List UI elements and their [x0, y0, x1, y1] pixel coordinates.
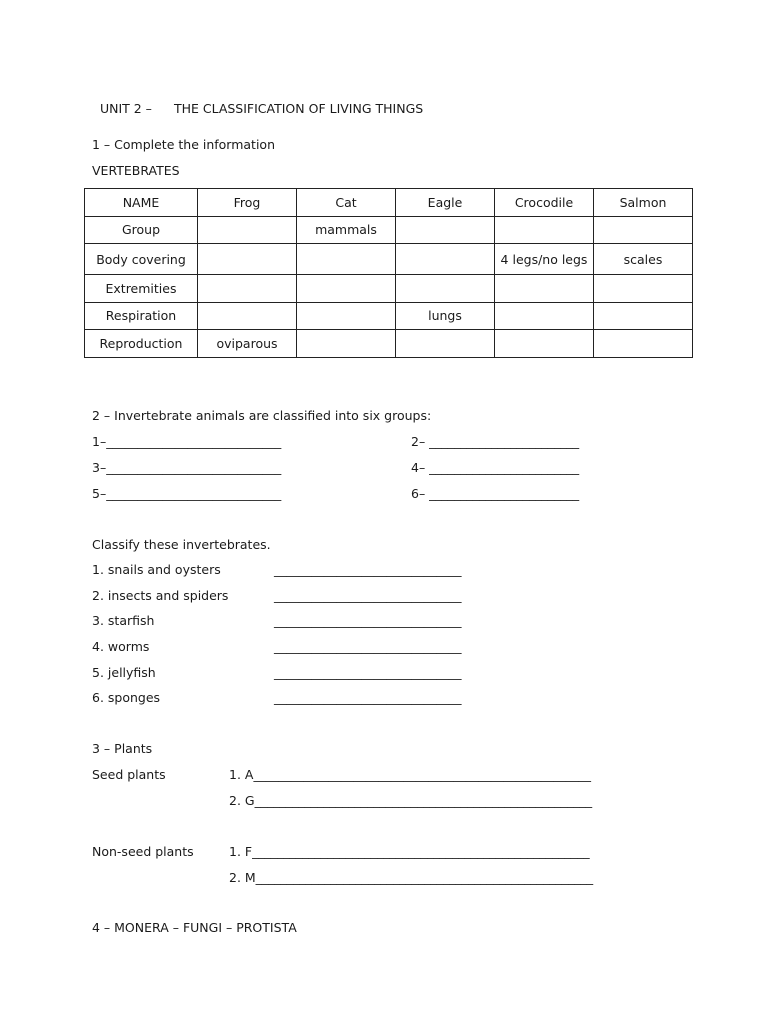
table-cell[interactable]	[198, 302, 297, 330]
table-cell[interactable]	[396, 244, 495, 275]
row-label: Extremities	[85, 275, 198, 303]
unit-number: UNIT 2 –	[99, 101, 152, 116]
table-cell[interactable]	[594, 216, 693, 244]
table-header-row	[85, 189, 693, 217]
section4-heading: 4 – MONERA – FUNGI – PROTISTA	[92, 920, 297, 935]
classify-heading: Classify these invertebrates.	[92, 537, 271, 552]
classify-item-label: 4. worms	[92, 639, 150, 654]
table-row	[85, 330, 693, 358]
table-cell[interactable]	[198, 216, 297, 244]
table-header-cell: NAME	[85, 189, 198, 217]
classify-item-label: 6. sponges	[92, 690, 161, 705]
table-row	[85, 244, 693, 275]
classify-item-blank[interactable]: ______________________________	[274, 562, 462, 577]
classify-item-label: 2. insects and spiders	[92, 588, 229, 603]
nonseed-plants-label: Non-seed plants	[92, 844, 194, 859]
table-row	[85, 275, 693, 303]
section2-heading: 2 – Invertebrate animals are classified into six groups:	[92, 408, 432, 423]
group-blank-1[interactable]: 1–____________________________	[92, 434, 282, 449]
seed-plant-blank-2[interactable]: 2. G______________________________________________________	[229, 793, 593, 808]
classify-item-blank[interactable]: ______________________________	[274, 665, 462, 680]
nonseed-plant-blank-2[interactable]: 2. M______________________________________________________	[229, 870, 594, 885]
section3-heading: 3 – Plants	[92, 741, 153, 756]
table-header-cell: Eagle	[396, 189, 495, 217]
seed-plants-label: Seed plants	[92, 767, 166, 782]
classify-item-blank[interactable]: ______________________________	[274, 639, 462, 654]
table-cell[interactable]	[594, 302, 693, 330]
table-cell[interactable]	[396, 275, 495, 303]
table-cell[interactable]	[297, 330, 396, 358]
table-row	[85, 302, 693, 330]
row-label: Respiration	[85, 302, 198, 330]
table-cell[interactable]: oviparous	[198, 330, 297, 358]
table-cell[interactable]: mammals	[297, 216, 396, 244]
classify-item-blank[interactable]: ______________________________	[274, 588, 462, 603]
vertebrates-heading: VERTEBRATES	[92, 163, 180, 178]
table-cell[interactable]	[396, 330, 495, 358]
table-header-cell: Crocodile	[495, 189, 594, 217]
classify-item-label: 1. snails and oysters	[92, 562, 221, 577]
classify-item-label: 3. starfish	[92, 613, 155, 628]
group-blank-3[interactable]: 3–____________________________	[92, 460, 282, 475]
table-cell[interactable]	[594, 275, 693, 303]
table-header-cell: Frog	[198, 189, 297, 217]
classify-item-label: 5. jellyfish	[92, 665, 156, 680]
group-blank-2[interactable]: 2– ________________________	[411, 434, 580, 449]
table-cell[interactable]	[297, 275, 396, 303]
table-row	[85, 216, 693, 244]
table-cell[interactable]	[297, 244, 396, 275]
table-header-cell: Cat	[297, 189, 396, 217]
table-header-cell: Salmon	[594, 189, 693, 217]
group-blank-6[interactable]: 6– ________________________	[411, 486, 580, 501]
unit-title	[92, 86, 423, 116]
section1-heading: 1 – Complete the information	[92, 137, 275, 152]
vertebrates-table	[84, 188, 693, 358]
row-label: Reproduction	[85, 330, 198, 358]
table-cell[interactable]	[198, 244, 297, 275]
table-cell[interactable]	[495, 330, 594, 358]
group-blank-4[interactable]: 4– ________________________	[411, 460, 580, 475]
table-cell[interactable]	[594, 330, 693, 358]
group-blank-5[interactable]: 5–____________________________	[92, 486, 282, 501]
table-cell[interactable]	[495, 216, 594, 244]
table-cell[interactable]: scales	[594, 244, 693, 275]
table-cell[interactable]	[396, 216, 495, 244]
seed-plant-blank-1[interactable]: 1. A______________________________________________________	[229, 767, 591, 782]
table-cell[interactable]	[495, 302, 594, 330]
table-cell[interactable]: lungs	[396, 302, 495, 330]
table-cell[interactable]	[495, 275, 594, 303]
table-cell[interactable]	[297, 302, 396, 330]
nonseed-plant-blank-1[interactable]: 1. F______________________________________________________	[229, 844, 590, 859]
classify-item-blank[interactable]: ______________________________	[274, 613, 462, 628]
table-cell[interactable]: 4 legs/no legs	[495, 244, 594, 275]
table-cell[interactable]	[198, 275, 297, 303]
row-label: Group	[85, 216, 198, 244]
unit-topic: THE CLASSIFICATION OF LIVING THINGS	[173, 101, 424, 116]
classify-item-blank[interactable]: ______________________________	[274, 690, 462, 705]
row-label: Body covering	[85, 244, 198, 275]
